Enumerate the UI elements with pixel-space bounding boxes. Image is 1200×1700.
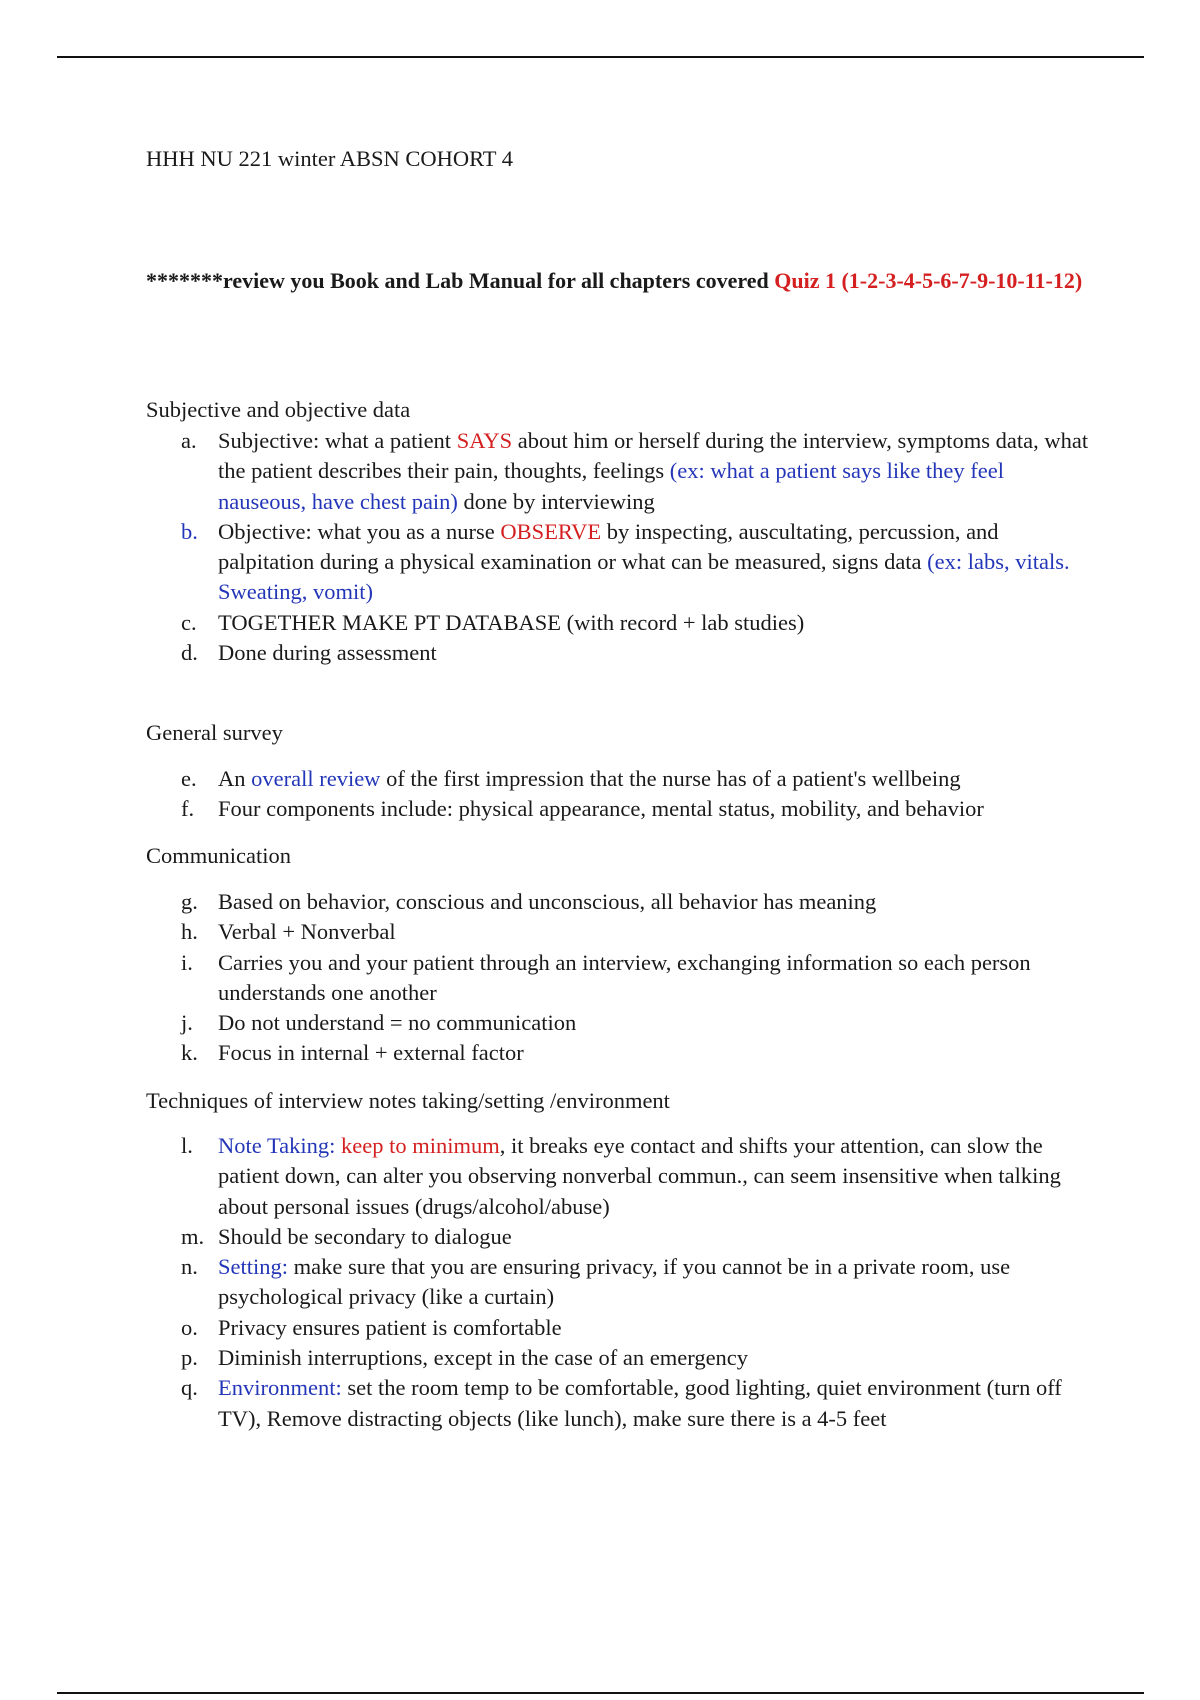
list-marker: f. — [181, 796, 195, 822]
list-marker: o. — [181, 1314, 198, 1340]
highlight-keep-to-minimum: keep to minimum — [341, 1133, 500, 1158]
list-item-c — [146, 608, 1091, 638]
list-text: An — [218, 766, 252, 791]
list-item-a — [146, 426, 1091, 517]
review-notice — [146, 266, 1091, 296]
section-title-interview-techniques: Techniques of interview notes taking/setting /environment — [146, 1088, 670, 1113]
list-item-f — [146, 794, 1091, 824]
list-item-k — [146, 1038, 1091, 1068]
list-item-l — [146, 1131, 1091, 1222]
label-setting: Setting: — [218, 1254, 289, 1280]
list-item-n — [146, 1252, 1091, 1313]
list-marker: k. — [181, 1040, 198, 1066]
list-marker: g. — [181, 889, 198, 914]
list-text: by inspecting, auscultating, percussion, and palpitation during a physical examination or what can be measured, signs data — [218, 518, 999, 575]
quiz-chapters: Quiz 1 (1-2-3-4-5-6-7-9-10-11-12) — [774, 268, 1083, 293]
general-survey-list — [146, 764, 1091, 825]
list-text: Focus in internal + external factor — [218, 1040, 524, 1066]
list-item-e — [146, 764, 1091, 794]
example-subjective: (ex: what a patient says like they feel nauseous, have chest pain) — [218, 458, 1005, 514]
list-text: Privacy ensures patient is comfortable — [218, 1314, 562, 1340]
list-text: Carries you and your patient through an interview, exchanging information so each person understands one another — [218, 949, 1031, 1005]
list-text: Done during assessment — [218, 640, 437, 666]
list-text: Should be secondary to dialogue — [218, 1223, 512, 1249]
list-marker: l. — [181, 1133, 193, 1158]
interview-techniques-list — [146, 1131, 1091, 1434]
list-text: Diminish interruptions, except in the case of an emergency — [218, 1345, 749, 1371]
list-text: Verbal + Nonverbal — [218, 919, 396, 945]
list-item-i — [146, 948, 1091, 1009]
list-item-d — [146, 638, 1091, 668]
section-title-communication: Communication — [146, 843, 291, 868]
list-marker: i. — [181, 949, 193, 975]
list-text: Do not understand = no communication — [218, 1010, 577, 1036]
list-marker: c. — [181, 609, 197, 635]
list-marker: n. — [181, 1254, 198, 1280]
list-marker: h. — [181, 919, 198, 945]
top-rule — [57, 56, 1144, 58]
list-item-q — [146, 1373, 1091, 1434]
list-item-h — [146, 917, 1091, 947]
highlight-overall-review: overall review — [251, 766, 381, 791]
document-header: HHH NU 221 winter ABSN COHORT 4 — [146, 146, 513, 171]
list-text: Subjective: what a patient — [218, 428, 457, 453]
list-text: Four components include: physical appearance, mental status, mobility, and behavior — [218, 796, 984, 822]
list-text: done by interviewing — [457, 488, 655, 514]
list-text: Based on behavior, conscious and unconscious, all behavior has meaning — [218, 889, 877, 914]
list-text: about him or herself during the interview, symptoms data, what the patient describes their pain, thoughts, feelings — [218, 428, 1089, 484]
list-text: set the room temp to be comfortable, good lighting, quiet environment (turn off TV), Remove distracting objects (like lunch), make sure there is a 4-5 feet — [218, 1375, 1062, 1431]
list-marker: d. — [181, 640, 198, 666]
section-title-general-survey: General survey — [146, 720, 283, 745]
list-marker: b. — [181, 518, 198, 544]
list-item-g — [146, 887, 1091, 917]
list-text: make sure that you are ensuring privacy, if you cannot be in a private room, use psychological privacy (like a curtain) — [218, 1254, 1011, 1310]
list-text: Objective: what you as a nurse — [218, 518, 501, 544]
list-text: , it breaks eye contact and shifts your attention, can slow the patient down, can alter you observing nonverbal commun., can seem insensitive when talking about personal issues (drugs/alcohol/abuse) — [218, 1133, 1061, 1219]
list-item-b — [146, 517, 1091, 608]
subjective-objective-list — [146, 426, 1091, 668]
list-marker: a. — [181, 428, 197, 453]
label-note-taking: Note Taking: — [218, 1133, 336, 1158]
highlight-says: SAYS — [456, 428, 513, 453]
list-item-m — [146, 1222, 1091, 1252]
communication-list — [146, 887, 1091, 1069]
label-environment: Environment: — [218, 1375, 342, 1401]
list-marker: e. — [181, 766, 197, 791]
list-marker: j. — [181, 1010, 193, 1036]
list-item-j — [146, 1008, 1091, 1038]
review-notice-text: *******review you Book and Lab Manual for all chapters covered — [146, 268, 775, 293]
list-item-p — [146, 1343, 1091, 1373]
list-text: of the first impression that the nurse has of a patient's wellbeing — [380, 766, 961, 791]
list-text: TOGETHER MAKE PT DATABASE (with record + lab studies) — [218, 609, 805, 635]
example-objective: (ex: labs, vitals. Sweating, vomit) — [218, 549, 1070, 605]
list-marker: p. — [181, 1345, 198, 1371]
list-marker: m. — [181, 1223, 205, 1249]
highlight-observe: OBSERVE — [500, 518, 602, 544]
bottom-rule — [57, 1692, 1144, 1694]
list-marker: q. — [181, 1375, 198, 1401]
section-title-subjective-objective: Subjective and objective data — [146, 397, 411, 422]
list-item-o — [146, 1313, 1091, 1343]
